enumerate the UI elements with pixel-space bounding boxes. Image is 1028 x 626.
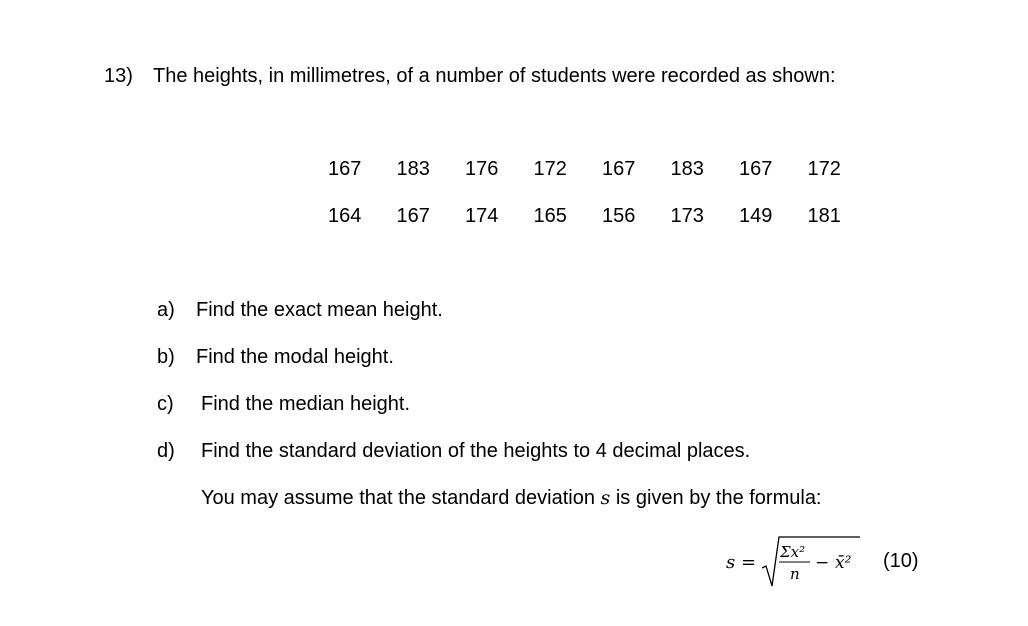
part-a-text: Find the exact mean height. — [196, 299, 443, 321]
part-d-note — [201, 488, 822, 508]
part-b-label: b) — [157, 346, 175, 368]
data-cell: 174 — [465, 205, 499, 227]
data-row — [320, 159, 868, 206]
formula-mean-squared: x̄² — [835, 553, 852, 573]
data-cell: 172 — [533, 158, 567, 180]
heights-data-table — [320, 159, 868, 253]
data-cell: 167 — [602, 158, 636, 180]
data-cell: 181 — [807, 205, 841, 227]
question-number: 13) — [104, 65, 133, 87]
formula-minus: − — [815, 553, 830, 573]
data-cell: 149 — [739, 205, 773, 227]
note-symbol-s: s — [600, 487, 611, 509]
part-b-text: Find the modal height. — [196, 346, 394, 368]
standard-deviation-formula — [722, 530, 862, 590]
data-cell: 165 — [533, 205, 567, 227]
note-text-before: You may assume that the standard deviation — [201, 487, 601, 509]
data-cell: 183 — [670, 158, 704, 180]
data-cell: 167 — [396, 205, 430, 227]
formula-numerator: Σx² — [780, 543, 806, 561]
data-cell: 167 — [328, 158, 362, 180]
data-cell: 172 — [807, 158, 841, 180]
data-cell: 183 — [396, 158, 430, 180]
data-cell: 176 — [465, 158, 499, 180]
data-cell: 156 — [602, 205, 636, 227]
data-row — [320, 206, 868, 253]
data-cell: 164 — [328, 205, 362, 227]
formula-lhs: s = — [726, 552, 757, 573]
formula-denominator: n — [790, 565, 800, 583]
marks-label: (10) — [883, 550, 919, 572]
part-a-label: a) — [157, 299, 175, 321]
question-text: The heights, in millimetres, of a number of students were recorded as shown: — [153, 65, 836, 87]
data-cell: 173 — [670, 205, 704, 227]
part-d-label: d) — [157, 440, 175, 462]
data-cell: 167 — [739, 158, 773, 180]
part-c-text: Find the median height. — [201, 393, 411, 415]
note-text-after: is given by the formula: — [610, 487, 822, 509]
part-d-text: Find the standard deviation of the heights to 4 decimal places. — [201, 440, 751, 462]
part-c-label: c) — [157, 393, 174, 415]
